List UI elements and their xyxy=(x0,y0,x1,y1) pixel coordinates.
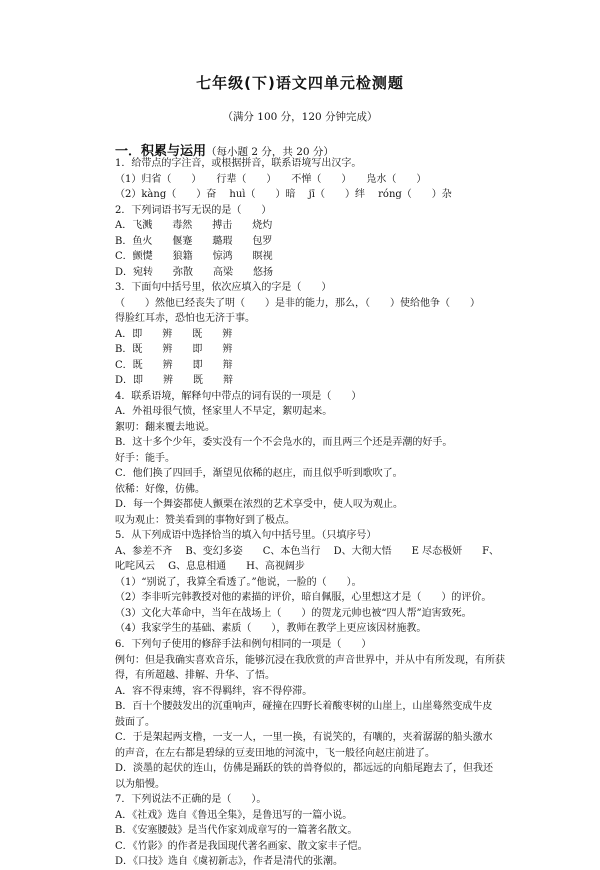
text-line: （3）文化大革命中，当年在战场上（ ）的贺龙元帅也被“四人帮”迫害致死。 xyxy=(115,607,472,619)
text-line: A．外祖母很气愤，怪家里人不早定，絮叨起来。 xyxy=(115,406,333,418)
text-line: 2．下列词语书写无误的是（ ） xyxy=(115,204,272,216)
text-line: B．《安塞腰鼓》是当代作家刘成章写的一篇著名散文。 xyxy=(115,825,358,837)
section-title: 一．积累与运用 xyxy=(115,144,207,159)
question-text xyxy=(115,156,515,870)
text-line: 1．给带点的字注音，或根据拼音，联系语境写出汉字。 xyxy=(115,158,362,169)
text-line: （ ）然他已经丧失了明（ ）是非的能力，那么，（ ）使给他争（ ） xyxy=(115,297,480,309)
text-line: C．他们换了四回手，渐望见依稀的赵庄，而且似乎听到歌吹了。 xyxy=(115,468,403,480)
text-line: C．《竹影》的作者是我国现代著名画家、散文家丰子恺。 xyxy=(115,840,368,852)
text-line: 3．下面句中括号里，依次应填入的字是（ ） xyxy=(115,282,332,294)
text-line: 5．从下列成语中选择恰当的填入句中括号里。（只填序号） xyxy=(115,530,377,542)
text-line: （2）李非听完韩教授对他的素描的评价，暗自佩服，心里想这才是（ ）的评价。 xyxy=(115,592,492,604)
text-line: 7．下列说法不正确的是（ ）。 xyxy=(115,794,267,806)
text-line: 鼓面了。 xyxy=(115,716,155,728)
text-line: 例句：但是我确实喜欢音乐，能够沉浸在我欣赏的声音世界中，并从中有所发现，有所获 xyxy=(115,654,505,666)
text-line: 依稀：好像，仿佛。 xyxy=(115,483,205,495)
text-line: 6．下列句子使用的修辞手法和例句相同的一项是（ ） xyxy=(115,638,372,650)
text-line: A．飞溅 毒然 搏击 烧灼 xyxy=(115,220,273,232)
text-line: D．淡墨的起伏的连山，仿佛是踊跃的铁的兽脊似的，都远远的向船尾跑去了，但我还 xyxy=(115,763,494,775)
text-line: B．百十个腰鼓发出的沉重响声，碰撞在四野长着酸枣树的山崖上，山崖蓦然变成牛皮 xyxy=(115,701,493,713)
text-line: B．既 辨 即 辨 xyxy=(115,344,233,356)
text-line: B．鱼火 偃蹇 璐瑕 包罗 xyxy=(115,235,273,247)
text-line: D．每一个舞姿都使人颤栗在浓烈的艺术享受中，使人叹为观止。 xyxy=(115,499,404,511)
text-line: A、参差不齐 B、变幻多姿 C、本色当行 D、大彻大悟 E 尽态极妍 F、 xyxy=(115,545,500,557)
text-line: 的声音，在左右都是碧绿的豆麦田地的河流中，飞一般径向赵庄前进了。 xyxy=(115,747,435,759)
text-line: （1）归省（ ） 行辈（ ） 不惮（ ） 凫水（ ） xyxy=(115,173,427,185)
text-line: B．这十多个少年，委实没有一个不会凫水的，而且两三个还是弄潮的好手。 xyxy=(115,437,453,449)
text-line: 叱咤风云 G、息息相通 H、高视阔步 xyxy=(115,561,305,573)
text-line: C．颤憷 狼籍 惊鸿 瞑视 xyxy=(115,251,273,263)
text-line: A．《社戏》选自《鲁迅全集》，是鲁迅写的一篇小说。 xyxy=(115,809,353,821)
text-line: 得脸红耳赤，恐怕也无济于事。 xyxy=(115,313,255,325)
text-line: D．《口技》选自《虞初新志》，作者是清代的张潮。 xyxy=(115,856,344,868)
text-line: 得，有所超越、排解、升华、了悟。 xyxy=(115,670,275,682)
page-title: 七年级(下)语文四单元检测题 xyxy=(196,74,404,92)
text-line: 叹为观止：赞美看到的事物好到了极点。 xyxy=(115,514,295,526)
text-line: A．即 辨 既 辨 xyxy=(115,328,233,340)
text-line: 好手：能手。 xyxy=(115,452,175,464)
text-line: D．宛转 弥散 高梁 悠扬 xyxy=(115,266,274,278)
text-line: 以为船慢。 xyxy=(115,778,165,790)
text-line: （1）“别说了，我算全看透了。”他说，一脸的（ ）。 xyxy=(115,576,362,588)
text-line: （2）kàng（ ）奋 huì（ ）暗 jī（ ）绊 róng（ ）杂 xyxy=(115,189,452,201)
text-line: A．容不得束缚，容不得羁绊，容不得停滞。 xyxy=(115,685,313,697)
section-note: （每小题 2 分，共 20 分） xyxy=(206,146,334,158)
text-line: （4）我家学生的基础、素质（ ），教师在教学上更应该因材施教。 xyxy=(115,623,427,635)
text-line: C．既 辨 即 辩 xyxy=(115,359,233,371)
text-line: C．于是架起两支橹，一支一人，一里一换，有说笑的，有嚷的，夹着潺潺的船头激水 xyxy=(115,732,493,744)
text-line: D．即 辨 既 辩 xyxy=(115,375,234,387)
text-line: 4．联系语境，解释句中带点的词有误的一项是（ ） xyxy=(115,390,362,402)
page-subtitle: （满分 100 分，120 分钟完成） xyxy=(222,111,378,123)
text-line: 絮叨：翻来覆去地说。 xyxy=(115,421,215,433)
